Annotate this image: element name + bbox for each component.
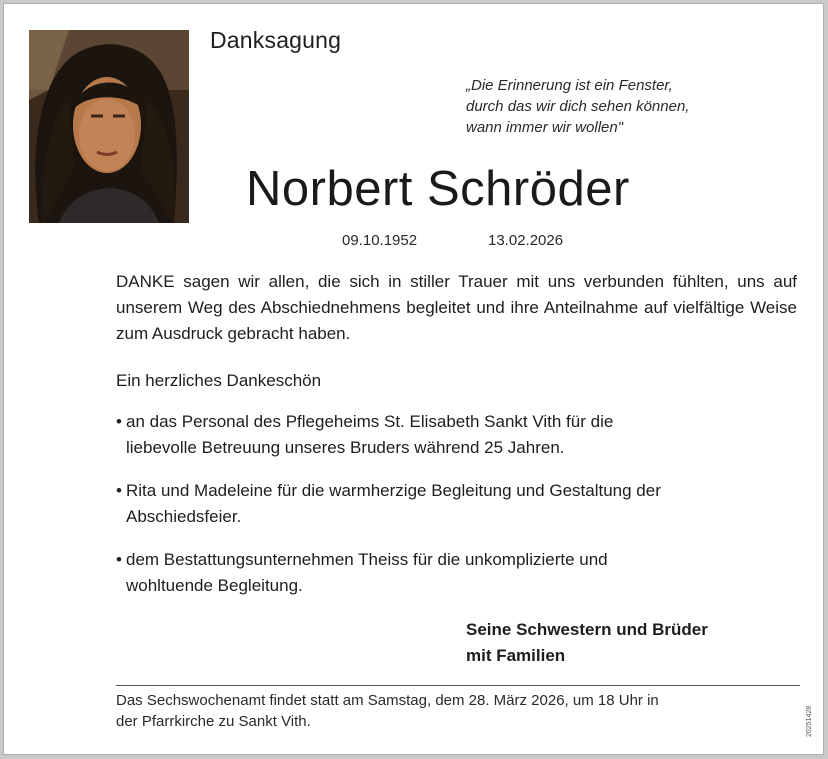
mass-notice-line: der Pfarrkirche zu Sankt Vith. [116, 713, 311, 730]
quote-line: „Die Erinnerung ist ein Fenster, [466, 77, 673, 94]
thanks-intro: Ein herzliches Dankeschön [116, 371, 322, 390]
thanks-item-line: dem Bestattungsunternehmen Theiss für die unkomplizierte und [126, 550, 608, 569]
portrait-photo [29, 30, 189, 223]
divider [116, 685, 800, 686]
bullet-mark: • [116, 550, 122, 569]
signature-line: mit Familien [466, 646, 566, 665]
thanks-item-line: liebevolle Betreuung unseres Bruders während 25 Jahren. [126, 438, 565, 457]
reference-code: 20251428 [806, 705, 813, 737]
thanks-paragraph: DANKE sagen wir allen, die sich in stiller Trauer mit uns verbunden fühlten, uns auf unserem Weg des Abschiednehmens begleitet und ihre Anteilnahme auf vielfältige Weise zum Ausdruck gebracht haben. [116, 272, 797, 343]
thanks-item-line: wohltuende Begleitung. [126, 576, 303, 595]
birth-date: 09.10.1952 [342, 232, 418, 249]
thanks-item [116, 547, 806, 599]
thanks-item-line: an das Personal des Pflegeheims St. Elisabeth Sankt Vith für die [126, 412, 614, 431]
thanks-item-line: Rita und Madeleine für die warmherzige Begleitung und Gestaltung der [126, 481, 661, 500]
thanks-item [116, 478, 806, 530]
quote-line: wann immer wir wollen" [466, 119, 624, 136]
thanks-item-line: Abschiedsfeier. [126, 507, 242, 526]
deceased-name: Norbert Schröder [246, 162, 630, 216]
signature [466, 617, 708, 669]
page-heading: Danksagung [210, 27, 342, 53]
quote-line: durch das wir dich sehen können, [466, 98, 690, 115]
memorial-quote [466, 75, 766, 138]
signature-line: Seine Schwestern und Brüder [466, 620, 708, 639]
mass-notice [116, 690, 806, 732]
bullet-mark: • [116, 481, 122, 500]
death-date: 13.02.2026 [488, 232, 564, 249]
mass-notice-line: Das Sechswochenamt findet statt am Samstag, dem 28. März 2026, um 18 Uhr in [116, 692, 659, 709]
thanks-item [116, 409, 806, 461]
bullet-mark: • [116, 412, 122, 431]
